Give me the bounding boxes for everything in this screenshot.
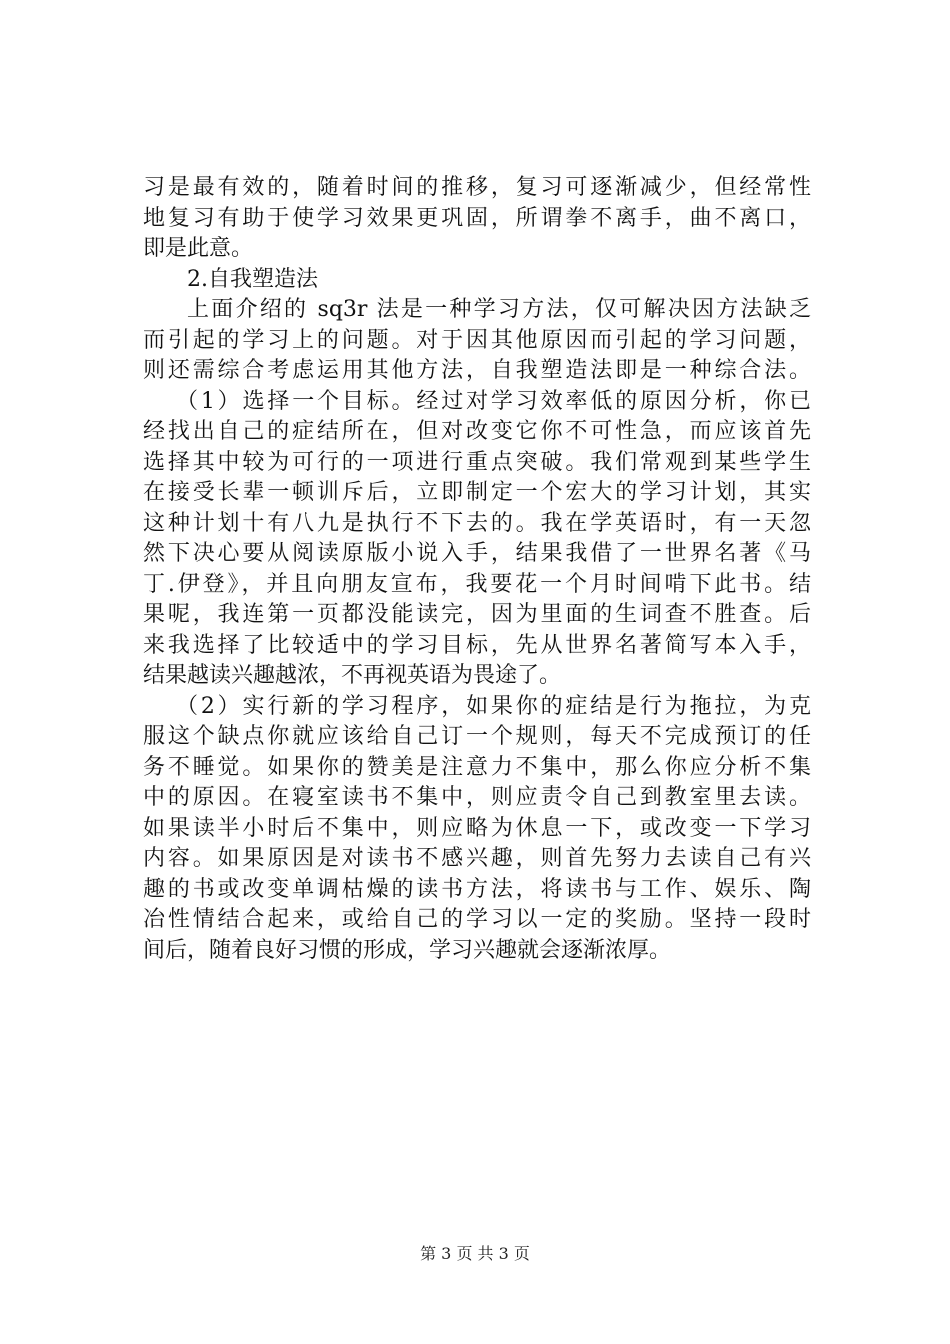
text-line: 即是此意。: [143, 236, 254, 261]
page-number-footer: 第 3 页 共 3 页: [420, 1244, 530, 1263]
text-line: （2）实行新的学习程序，如果你的症结是行为拖拉，为克: [176, 693, 811, 719]
text-line: 果呢，我连第一页都没能读完，因为里面的生词查不胜查。后: [143, 602, 811, 627]
text-line: 习是最有效的，随着时间的推移，复习可逐渐减少，但经常性: [143, 175, 811, 200]
section-heading: 2.自我塑造法: [187, 266, 318, 292]
text-line: 内容。如果原因是对读书不感兴趣，则首先努力去读自己有兴: [143, 846, 811, 871]
text-line: 选择其中较为可行的一项进行重点突破。我们常观到某些学生: [143, 449, 811, 475]
text-line: 地复习有助于使学习效果更巩固，所谓拳不离手，曲不离口，: [143, 205, 811, 231]
text-line: 然下决心要从阅读原版小说入手，结果我借了一世界名著《马: [143, 541, 811, 566]
text-line: 则还需综合考虑运用其他方法，自我塑造法即是一种综合法。: [143, 358, 811, 383]
text-line: 来我选择了比较适中的学习目标，先从世界名著简写本入手，: [143, 632, 811, 658]
text-line: 结果越读兴趣越浓，不再视英语为畏途了。: [143, 663, 562, 688]
text-line: 如果读半小时后不集中，则应略为休息一下，或改变一下学习: [143, 815, 811, 841]
document-body: [143, 173, 811, 966]
text-line: 间后，随着良好习惯的形成，学习兴趣就会逐渐浓厚。: [143, 937, 672, 963]
text-line: 而引起的学习上的问题。对于因其他原因而引起的学习问题，: [143, 327, 811, 353]
text-line: 经找出自己的症结所在，但对改变它你不可性急，而应该首先: [143, 419, 811, 444]
text-line: 冶性情结合起来，或给自己的学习以一定的奖励。坚持一段时: [143, 907, 811, 932]
text-line: 在接受长辈一顿训斥后，立即制定一个宏大的学习计划，其实: [143, 480, 811, 505]
text-line: 丁.伊登》，并且向朋友宣布，我要花一个月时间啃下此书。结: [143, 571, 811, 597]
text-line: 服这个缺点你就应该给自己订一个规则，每天不完成预订的任: [143, 724, 811, 749]
text-line: 上面介绍的 sq3r 法是一种学习方法，仅可解决因方法缺乏: [187, 297, 811, 322]
text-line: 这种计划十有八九是执行不下去的。我在学英语时，有一天忽: [143, 510, 811, 536]
text-line: 趣的书或改变单调枯燥的读书方法，将读书与工作、娱乐、陶: [143, 876, 811, 902]
text-line: 中的原因。在寝室读书不集中，则应责令自己到教室里去读。: [143, 785, 811, 810]
text-line: 务不睡觉。如果你的赞美是注意力不集中，那么你应分析不集: [143, 754, 811, 780]
text-line: （1）选择一个目标。经过对学习效率低的原因分析，你已: [176, 388, 811, 414]
